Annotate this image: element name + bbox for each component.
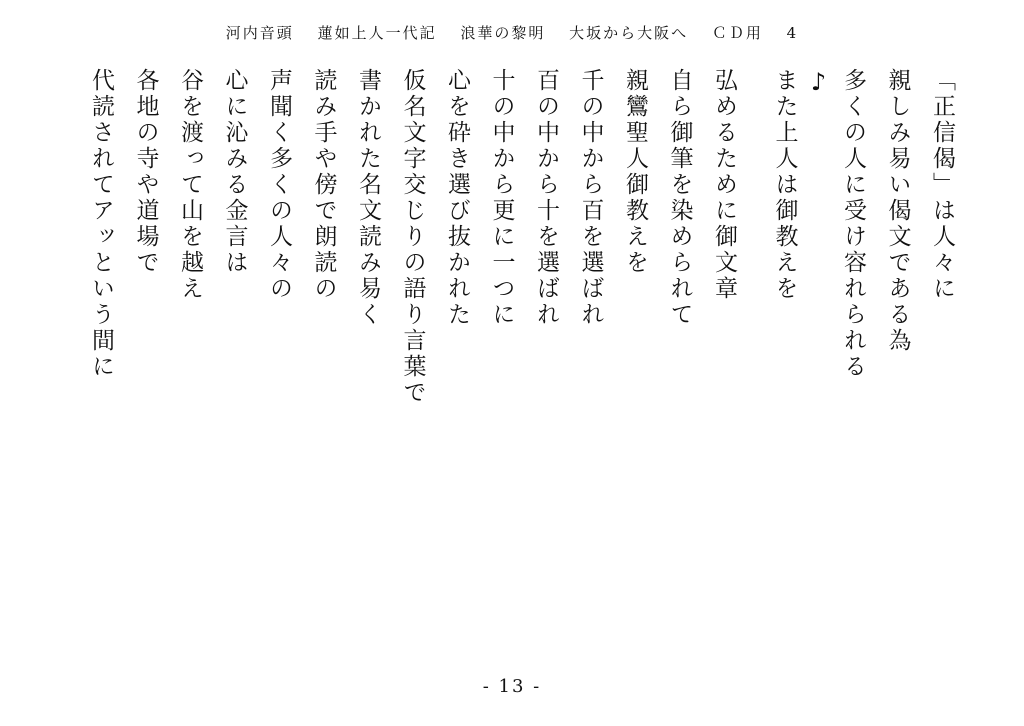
poem-line: 仮名文字交じりの語り言葉で [399, 68, 426, 406]
poem-line: 書かれた名文読み易く [355, 68, 381, 328]
poem-line: 代読されてアッという間に [88, 68, 114, 380]
poem-line: 谷を渡って山を越え [177, 68, 203, 302]
poem-line: 十の中から更に一つに [488, 68, 515, 328]
poem-line: 心に沁みる金言は [221, 68, 248, 276]
poem-line: 多くの人に受け容れられる [840, 68, 866, 380]
poem-line: 声聞く多くの人々の [266, 68, 292, 302]
poem-line: また上人は御教えを [771, 68, 798, 302]
page-number: - 13 - [482, 676, 542, 697]
poem-line: 千の中から百を選ばれ [577, 68, 604, 328]
poem-line: 心を砕き選び抜かれた [444, 68, 470, 328]
poem-body [64, 68, 964, 428]
poem-line: 読み手や傍で朗読の [310, 68, 337, 302]
poem-line-with-marker [762, 68, 831, 428]
poem-line: 親鸞聖人御教えを [622, 68, 648, 276]
poem-line: 自ら御筆を染められて [666, 68, 693, 328]
poem-line: 百の中から十を選ばれ [533, 68, 559, 328]
music-note-icon: ♪ [804, 68, 833, 99]
poem-line: 「正信偈」は人々に [929, 68, 955, 302]
poem-line: 弘めるために御文章 [711, 68, 737, 302]
page-header: 河内音頭 蓮如上人一代記 浪華の黎明 大坂から大阪へ ＣＤ用 4 [225, 24, 799, 42]
poem-line: 各地の寺や道場で [132, 68, 159, 276]
poem-line: 親しみ易い偈文である為 [884, 68, 911, 354]
